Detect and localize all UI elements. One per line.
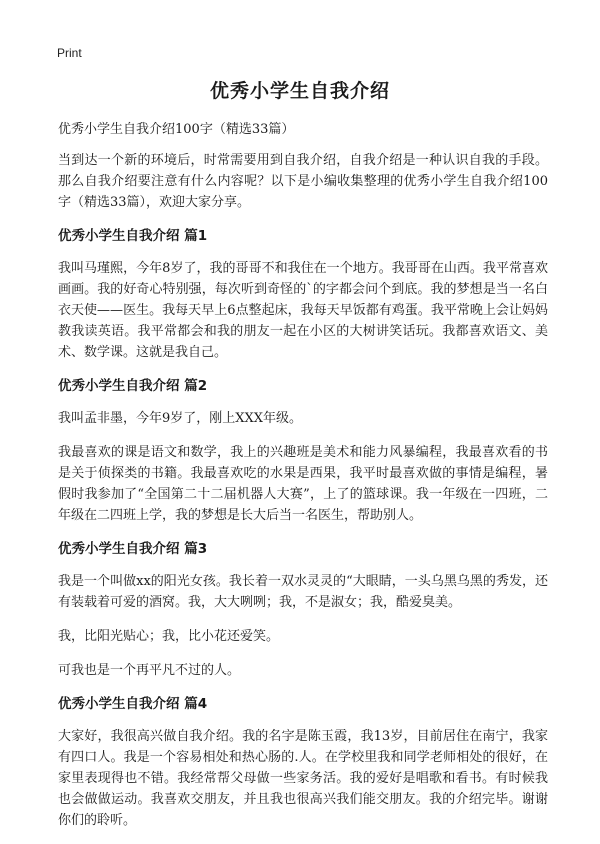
section-2-paragraph-1: 我叫孟非墨，今年9岁了，刚上XXX年级。 <box>58 411 303 426</box>
section-2-paragraph-2: 我最喜欢的课是语文和数学，我上的兴趣班是美术和能力风暴编程，我最喜欢看的书是关于侦探类的书籍。我最喜欢吃的水果是西果，我平时最喜欢做的事情是编程，暑假时我参加了“全国第二十二届机器人大赛”，上了的篮球课。我一年级在一四班，二年级在二四班上学，我的梦想是长大后当一名医生，帮助别人。 <box>58 445 548 523</box>
section-heading-4: 优秀小学生自我介绍 篇4 <box>58 696 208 712</box>
intro-paragraph: 当到达一个新的环境后，时常需要用到自我介绍，自我介绍是一种认识自我的手段。那么自我介绍要注意有什么内容呢？以下是小编收集整理的优秀小学生自我介绍100字（精选33篇），欢迎大家分享。 <box>58 153 548 210</box>
section-3-paragraph-1: 我是一个叫做xx的阳光女孩。我长着一双水灵灵的“大眼睛，一头乌黑乌黑的秀发，还有装载着可爱的酒窝。我，大大咧咧；我，不是淑女；我，酷爱臭美。 <box>58 574 548 610</box>
section-4-paragraph-1: 大家好，我很高兴做自我介绍。我的名字是陈玉霞，我13岁，目前居住在南宁，我家有四口人。我是一个容易相处和热心肠的.人。在学校里我和同学老师相处的很好，在家里表现得也不错。我经常帮父母做一些家务活。我的爱好是唱歌和看书。有时候我也会做做运动。我喜欢交朋友，并且我也很高兴我们能交朋友。我的介绍完毕。谢谢你们的聆听。 <box>58 729 548 828</box>
section-3-paragraph-3: 可我也是一个再平凡不过的人。 <box>58 663 241 678</box>
article-body <box>58 119 548 844</box>
section-heading-2: 优秀小学生自我介绍 篇2 <box>58 378 208 394</box>
section-heading-1: 优秀小学生自我介绍 篇1 <box>58 228 208 244</box>
print-label[interactable]: Print <box>57 46 82 60</box>
section-3-paragraph-2: 我，比阳光贴心；我，比小花还爱笑。 <box>58 629 280 644</box>
section-1-paragraph-1: 我叫马瑾熙，今年8岁了，我的哥哥不和我住在一个地方。我哥哥在山西。我平常喜欢画画。我的好奇心特别强，每次听到奇怪的`的字都会问个到底。我的梦想是当一名白衣天使——医生。我每天早上6点整起床，我每天早饭都有鸡蛋。我平常晚上会让妈妈教我读英语。我平常都会和我的朋友一起在小区的大树讲笑话玩。我都喜欢语文、美术、数学课。这就是我自己。 <box>58 261 548 360</box>
section-heading-3: 优秀小学生自我介绍 篇3 <box>58 541 208 557</box>
page-title: 优秀小学生自我介绍 <box>209 80 390 102</box>
subtitle: 优秀小学生自我介绍100字（精选33篇） <box>58 122 295 137</box>
